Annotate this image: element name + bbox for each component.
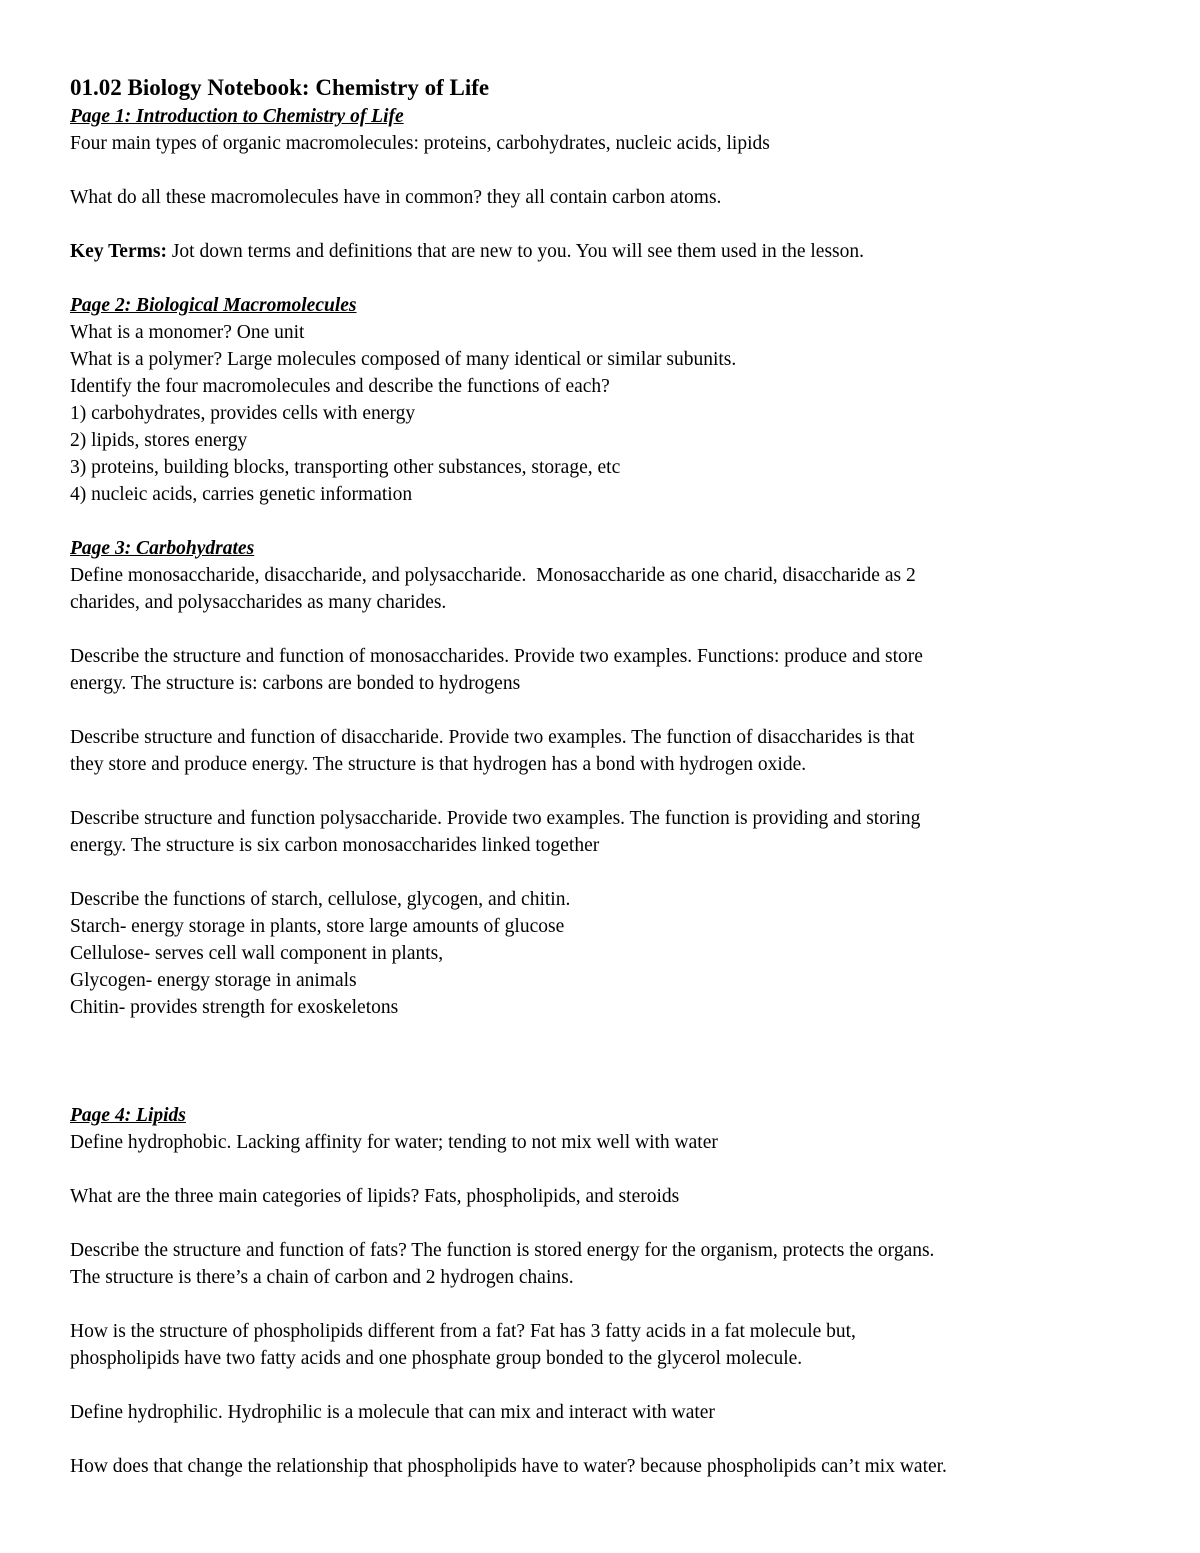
key-terms-text: Jot down terms and definitions that are new to you. You will see them used in the lesson. — [166, 241, 864, 262]
list-item: Glycogen- energy storage in animals — [70, 970, 357, 991]
text-line: Identify the four macromolecules and describe the functions of each? — [70, 376, 610, 397]
text-line: Describe the structure and function of monosaccharides. Provide two examples. Functions: produce and store — [70, 646, 923, 667]
text-line: energy. The structure is six carbon monosaccharides linked together — [70, 835, 600, 856]
document-title: 01.02 Biology Notebook: Chemistry of Life — [70, 75, 490, 100]
text-line: Describe the functions of starch, cellulose, glycogen, and chitin. — [70, 889, 571, 910]
list-item: 1) carbohydrates, provides cells with energy — [70, 403, 416, 424]
text-line: What is a polymer? Large molecules composed of many identical or similar subunits. — [70, 349, 737, 370]
text-line: Four main types of organic macromolecules: proteins, carbohydrates, nucleic acids, lipids — [70, 133, 770, 154]
text-line: Describe the structure and function of fats? The function is stored energy for the organism, protects the organs. — [70, 1240, 935, 1261]
section-heading-page-3: Page 3: Carbohydrates — [70, 538, 255, 559]
text-line: Define monosaccharide, disaccharide, and polysaccharide. Monosaccharide as one charid, disaccharide as 2 — [70, 565, 916, 586]
text-line: charides, and polysaccharides as many charides. — [70, 592, 447, 613]
list-item: 3) proteins, building blocks, transporting other substances, storage, etc — [70, 457, 621, 478]
key-terms-line — [70, 238, 1150, 265]
text-line: phospholipids have two fatty acids and one phosphate group bonded to the glycerol molecule. — [70, 1348, 803, 1369]
list-item: Starch- energy storage in plants, store large amounts of glucose — [70, 916, 565, 937]
text-line: What is a monomer? One unit — [70, 322, 305, 343]
list-item: Cellulose- serves cell wall component in plants, — [70, 943, 444, 964]
section-heading-page-2: Page 2: Biological Macromolecules — [70, 295, 357, 316]
text-line: Define hydrophobic. Lacking affinity for water; tending to not mix well with water — [70, 1132, 718, 1153]
key-terms-label: Key Terms: — [70, 241, 167, 262]
text-line: they store and produce energy. The structure is that hydrogen has a bond with hydrogen oxide. — [70, 754, 807, 775]
text-line: The structure is there’s a chain of carbon and 2 hydrogen chains. — [70, 1267, 574, 1288]
list-item: 2) lipids, stores energy — [70, 430, 248, 451]
text-line: Describe structure and function of disaccharide. Provide two examples. The function of disaccharides is that — [70, 727, 915, 748]
list-item: Chitin- provides strength for exoskeletons — [70, 997, 399, 1018]
text-line: How is the structure of phospholipids different from a fat? Fat has 3 fatty acids in a fat molecule but, — [70, 1321, 856, 1342]
text-line: Describe structure and function polysaccharide. Provide two examples. The function is providing and storing — [70, 808, 921, 829]
document-page — [70, 73, 1150, 1480]
section-heading-page-4: Page 4: Lipids — [70, 1105, 186, 1126]
text-line: Define hydrophilic. Hydrophilic is a molecule that can mix and interact with water — [70, 1402, 715, 1423]
text-line: What do all these macromolecules have in common? they all contain carbon atoms. — [70, 187, 722, 208]
text-line: What are the three main categories of lipids? Fats, phospholipids, and steroids — [70, 1186, 680, 1207]
text-line: How does that change the relationship that phospholipids have to water? because phospholipids can’t mix water. — [70, 1456, 947, 1477]
list-item: 4) nucleic acids, carries genetic information — [70, 484, 413, 505]
section-heading-page-1: Page 1: Introduction to Chemistry of Life — [70, 106, 404, 127]
text-line: energy. The structure is: carbons are bonded to hydrogens — [70, 673, 521, 694]
